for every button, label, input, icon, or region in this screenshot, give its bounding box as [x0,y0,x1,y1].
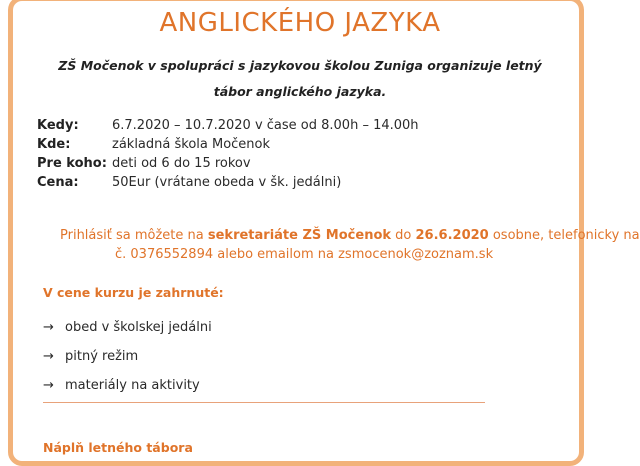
detail-label: Kde: [37,137,71,152]
detail-value: deti od 6 do 15 rokov [112,156,251,171]
included-heading: V cene kurzu je zahrnuté: [43,285,224,300]
intro-line-2: tábor anglického jazyka. [213,84,387,99]
detail-label: Pre koho: [37,156,107,171]
signup-part: do [391,228,416,243]
signup-text-line-2: č. 0376552894 alebo emailom na zsmocenok@zoznam.sk [115,247,494,262]
signup-part: Prihlásiť sa môžete na [60,228,208,243]
signup-part: osobne, telefonicky na [488,228,640,243]
list-item [43,320,212,335]
list-item-label: pitný režim [65,349,139,364]
detail-value: základná škola Močenok [112,137,271,152]
signup-deadline: 26.6.2020 [415,228,489,243]
list-item [43,378,200,393]
signup-text-line-1 [60,226,640,245]
detail-label: Kedy: [37,118,79,133]
detail-value: 6.7.2020 – 10.7.2020 v čase od 8.00h – 14.00h [112,118,419,133]
arrow-right-icon: → [43,378,54,393]
detail-value: 50Eur (vrátane obeda v šk. jedálni) [112,175,342,190]
signup-place: sekretariáte ZŠ Močenok [207,228,392,243]
page-title: ANGLICKÉHO JAZYKA [159,8,441,38]
section-divider [43,402,485,403]
arrow-right-icon: → [43,320,54,335]
list-item-label: obed v školskej jedálni [65,320,212,335]
arrow-right-icon: → [43,349,54,364]
list-item-label: materiály na aktivity [65,378,200,393]
next-section-heading: Náplň letného tábora [43,440,193,455]
detail-label: Cena: [37,175,79,190]
intro-line-1: ZŠ Močenok v spolupráci s jazykovou školou Zuniga organizuje letný [58,58,542,73]
list-item [43,349,138,364]
